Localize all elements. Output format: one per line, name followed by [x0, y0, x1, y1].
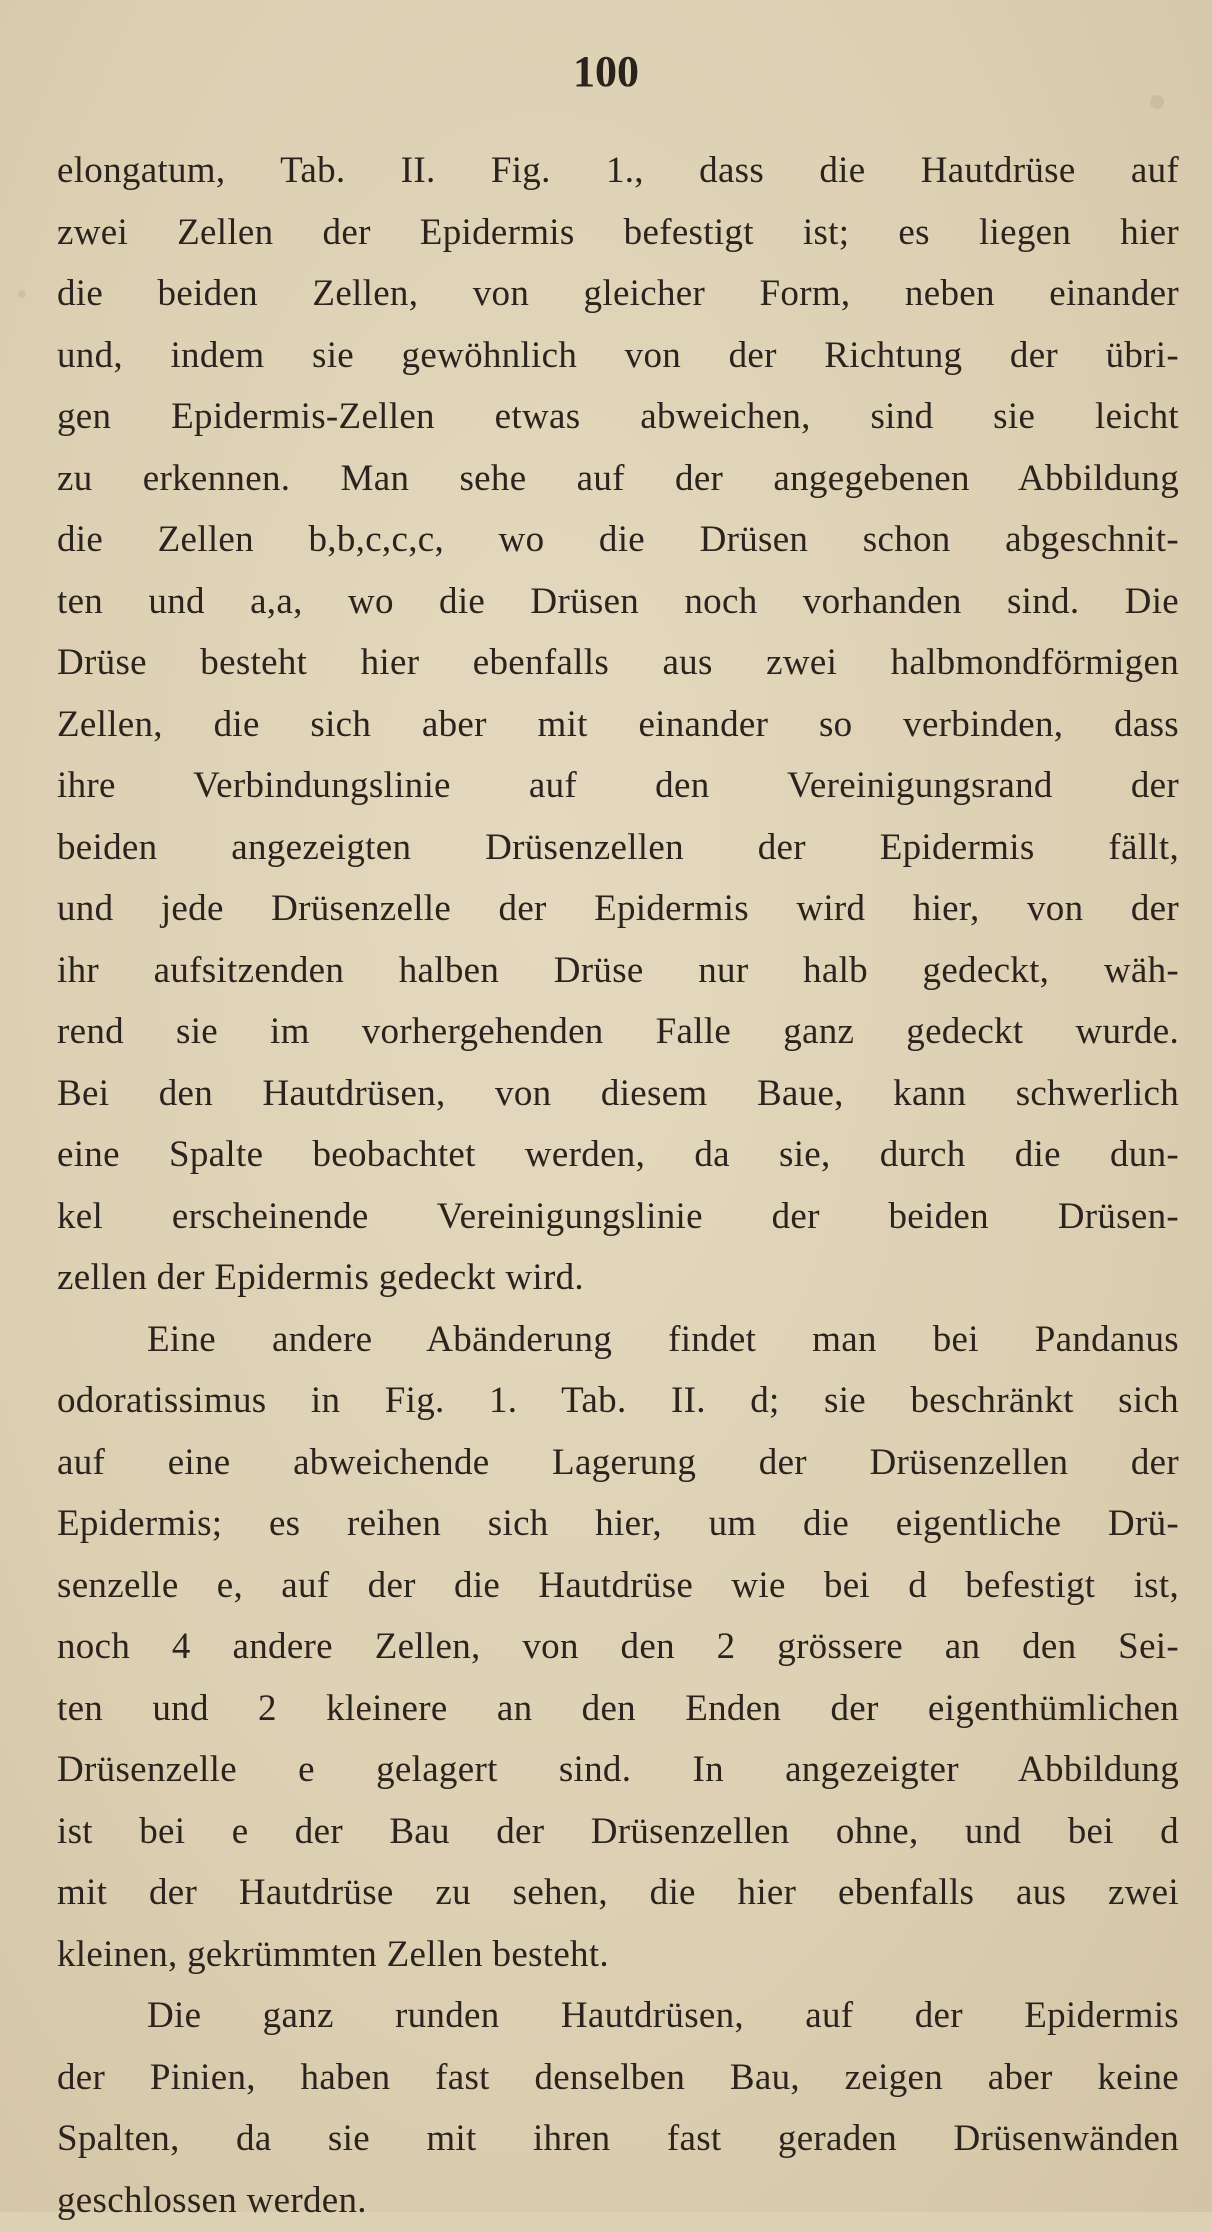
text-line: Drüse besteht hier ebenfalls aus zwei halbmondförmigen: [57, 632, 1179, 694]
text-line: und, indem sie gewöhnlich von der Richtung der übri-: [57, 325, 1179, 387]
text-line: ihr aufsitzenden halben Drüse nur halb gedeckt, wäh-: [57, 940, 1179, 1002]
paragraph-first-line: Eine andere Abänderung findet man bei Pandanus: [57, 1309, 1179, 1371]
text-line: gen Epidermis-Zellen etwas abweichen, sind sie leicht: [57, 386, 1179, 448]
text-line: kel erscheinende Vereinigungslinie der beiden Drüsen-: [57, 1186, 1179, 1248]
text-line: die Zellen b,b,c,c,c, wo die Drüsen schon abgeschnit-: [57, 509, 1179, 571]
paper-stain: [18, 290, 26, 298]
text-line: elongatum, Tab. II. Fig. 1., dass die Hautdrüse auf: [57, 140, 1179, 202]
text-line: rend sie im vorhergehenden Falle ganz gedeckt wurde.: [57, 1001, 1179, 1063]
text-line: die beiden Zellen, von gleicher Form, neben einander: [57, 263, 1179, 325]
text-line: und jede Drüsenzelle der Epidermis wird hier, von der: [57, 878, 1179, 940]
paragraph-last-line: kleinen, gekrümmten Zellen besteht.: [57, 1924, 1179, 1986]
text-line: mit der Hautdrüse zu sehen, die hier ebenfalls aus zwei: [57, 1862, 1179, 1924]
text-line: Epidermis; es reihen sich hier, um die eigentliche Drü-: [57, 1493, 1179, 1555]
text-line: Drüsenzelle e gelagert sind. In angezeigter Abbildung: [57, 1739, 1179, 1801]
text-line: Spalten, da sie mit ihren fast geraden Drüsenwänden: [57, 2108, 1179, 2170]
paragraph-last-line: zellen der Epidermis gedeckt wird.: [57, 1247, 1179, 1309]
text-line: ihre Verbindungslinie auf den Vereinigungsrand der: [57, 755, 1179, 817]
text-line: Zellen, die sich aber mit einander so verbinden, dass: [57, 694, 1179, 756]
text-line: senzelle e, auf der die Hautdrüse wie bei d befestigt ist,: [57, 1555, 1179, 1617]
text-line: zwei Zellen der Epidermis befestigt ist; es liegen hier: [57, 202, 1179, 264]
page-number: 100: [0, 42, 1212, 102]
text-line: ist bei e der Bau der Drüsenzellen ohne, und bei d: [57, 1801, 1179, 1863]
text-line: odoratissimus in Fig. 1. Tab. II. d; sie beschränkt sich: [57, 1370, 1179, 1432]
text-line: eine Spalte beobachtet werden, da sie, durch die dun-: [57, 1124, 1179, 1186]
paragraph-last-line: geschlossen werden.: [57, 2170, 1179, 2231]
text-line: der Pinien, haben fast denselben Bau, zeigen aber keine: [57, 2047, 1179, 2109]
text-line: zu erkennen. Man sehe auf der angegebenen Abbildung: [57, 448, 1179, 510]
text-line: beiden angezeigten Drüsenzellen der Epidermis fällt,: [57, 817, 1179, 879]
body-text: [57, 140, 1179, 2231]
text-line: auf eine abweichende Lagerung der Drüsenzellen der: [57, 1432, 1179, 1494]
text-line: ten und 2 kleinere an den Enden der eigenthümlichen: [57, 1678, 1179, 1740]
text-line: Bei den Hautdrüsen, von diesem Baue, kann schwerlich: [57, 1063, 1179, 1125]
text-line: noch 4 andere Zellen, von den 2 grössere an den Sei-: [57, 1616, 1179, 1678]
text-line: ten und a,a, wo die Drüsen noch vorhanden sind. Die: [57, 571, 1179, 633]
paragraph-first-line: Die ganz runden Hautdrüsen, auf der Epidermis: [57, 1985, 1179, 2047]
